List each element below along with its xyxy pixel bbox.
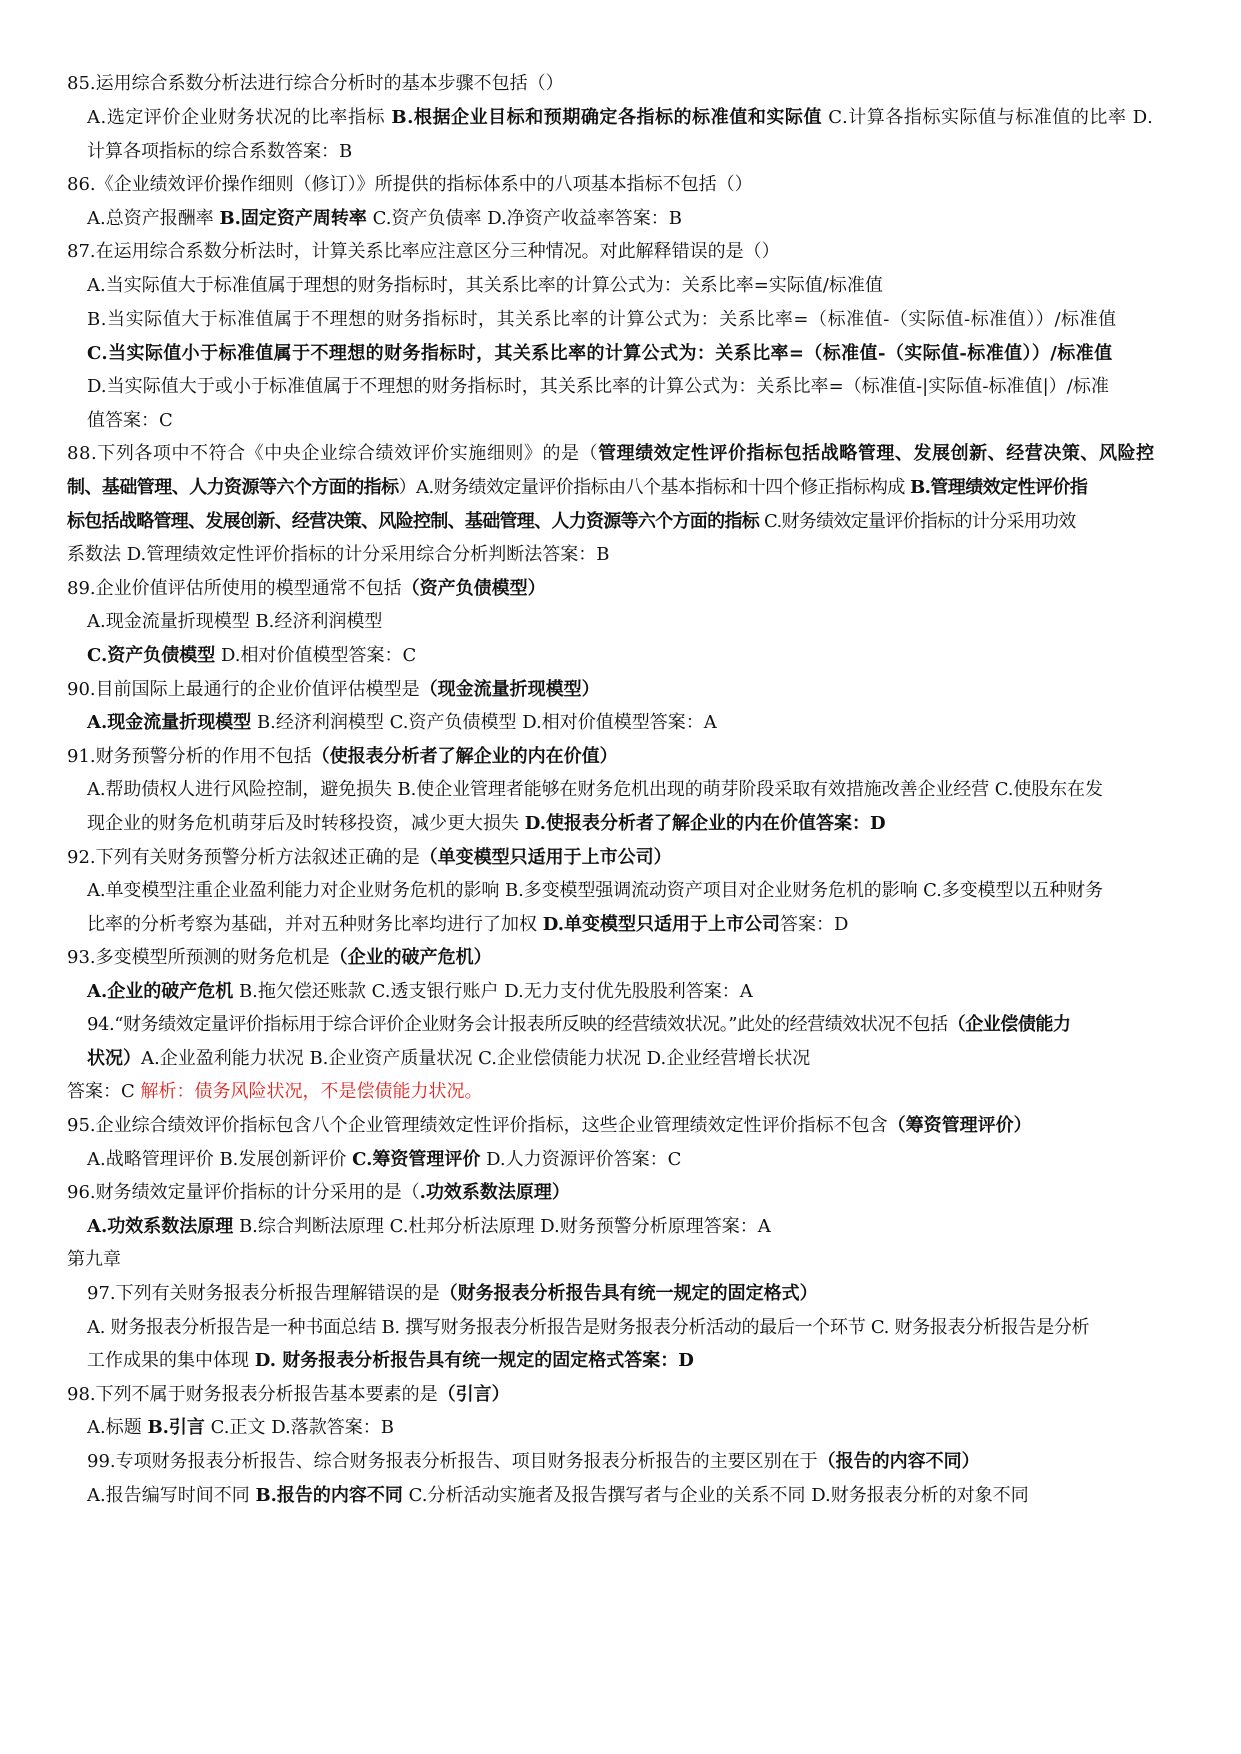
question-96-options: A.功效系数法原理 B.综合判断法原理 C.杜邦分析法原理 D.财务预警分析原理答案：A [87,1216,771,1237]
answer-highlight: B.管理绩效定性评价指 [909,477,1088,498]
answer-highlight: B.报告的内容不同 [255,1485,403,1506]
answer-highlight: D. 财务报表分析报告具有统一规定的固定格式答案：D [254,1350,694,1371]
answer-highlight: A.现金流量折现模型 [87,712,252,733]
answer-highlight: A.功效系数法原理 [87,1216,234,1237]
question-93-stem: 93.多变模型所预测的财务危机是（企业的破产危机） [67,947,492,968]
answer-highlight: （企业的破产危机） [329,947,492,968]
answer-highlight: 状况） [87,1048,141,1069]
chapter-heading: 第九章 [67,1249,121,1270]
question-87-answer: 值答案：C [87,410,173,431]
answer-highlight: （资产负债模型） [401,578,546,599]
question-93-options: A.企业的破产危机 B.拖欠偿还账款 C.透支银行账户 D.无力支付优先股股利答案：A [87,981,753,1002]
answer-highlight: D.单变模型只适用于上市公司 [542,914,780,935]
question-91-options-line-2: 现企业的财务危机萌芽后及时转移投资，减少更大损失 D.使报表分析者了解企业的内在价值答案：D [87,813,886,834]
question-88-answer: 系数法 D.管理绩效定性评价指标的计分采用综合分析判断法答案：B [67,544,610,565]
answer-highlight: （引言） [437,1384,510,1405]
question-92-options-line-1: A.单变模型注重企业盈利能力对企业财务危机的影响 B.多变模型强调流动资产项目对企业财务危机的影响 C.多变模型以五种财务 [87,880,1103,901]
answer-highlight: 标包括战略管理、发展创新、经营决策、风险控制、基础管理、人力资源等六个方面的指标 [67,511,759,532]
question-87-option-a: A.当实际值大于标准值属于理想的财务指标时，其关系比率的计算公式为：关系比率=实际值/标准值 [87,275,883,296]
answer-highlight: B.引言 [147,1417,205,1438]
analysis-note: 解析：债务风险状况，不是偿债能力状况。 [140,1081,483,1102]
answer-highlight: （使报表分析者了解企业的内在价值） [311,746,618,767]
question-88-line-3: 标包括战略管理、发展创新、经营决策、风险控制、基础管理、人力资源等六个方面的指标 C.财务绩效定量评价指标的计分采用功效 [67,511,1076,532]
question-91-stem: 91.财务预警分析的作用不包括（使报表分析者了解企业的内在价值） [67,746,618,767]
question-85-answer: 计算各项指标的综合系数答案：B [87,141,353,162]
answer-highlight: D.使报表分析者了解企业的内在价值答案：D [524,813,886,834]
question-87-option-b: B.当实际值大于标准值属于不理想的财务指标时，其关系比率的计算公式为：关系比率=（标准值-（实际值-标准值））/标准值 [87,309,1117,330]
question-87-option-c: C.当实际值小于标准值属于不理想的财务指标时，其关系比率的计算公式为：关系比率=（标准值-（实际值-标准值））/标准值 [87,343,1113,364]
question-89-options-ab: A.现金流量折现模型 B.经济利润模型 [87,611,383,632]
question-92-options-line-2: 比率的分析考察为基础，并对五种财务比率均进行了加权 D.单变模型只适用于上市公司答案：D [87,914,849,935]
answer-highlight: （单变模型只适用于上市公司） [419,847,672,868]
question-97-options-line-2: 工作成果的集中体现 D. 财务报表分析报告具有统一规定的固定格式答案：D [87,1350,694,1371]
answer-highlight: B.固定资产周转率 [219,208,367,229]
question-92-stem: 92.下列有关财务预警分析方法叙述正确的是（单变模型只适用于上市公司） [67,847,672,868]
question-95-stem: 95.企业综合绩效评价指标包含八个企业管理绩效定性评价指标，这些企业管理绩效定性评价指标不包含（筹资管理评价） [67,1115,1032,1136]
answer-highlight: A.企业的破产危机 [87,981,234,1002]
question-88-line-2: 制、基础管理、人力资源等六个方面的指标）A.财务绩效定量评价指标由八个基本指标和十四个修正指标构成 B.管理绩效定性评价指 [67,477,1088,498]
answer-highlight: （企业偿债能力 [947,1014,1071,1035]
question-85-stem: 85.运用综合系数分析法进行综合分析时的基本步骤不包括（） [67,73,564,94]
answer-highlight: （财务报表分析报告具有统一规定的固定格式） [439,1283,818,1304]
question-97-options-line-1: A. 财务报表分析报告是一种书面总结 B. 撰写财务报表分析报告是财务报表分析活动的最后一个环节 C. 财务报表分析报告是分析 [87,1317,1090,1338]
question-99-stem: 99.专项财务报表分析报告、综合财务报表分析报告、项目财务报表分析报告的主要区别在于（报告的内容不同） [87,1451,980,1472]
question-94-answer: 答案：C 解析：债务风险状况，不是偿债能力状况。 [67,1081,483,1102]
question-95-options: A.战略管理评价 B.发展创新评价 C.筹资管理评价 D.人力资源评价答案：C [87,1149,682,1170]
question-99-options: A.报告编写时间不同 B.报告的内容不同 C.分析活动实施者及报告撰写者与企业的关系不同 D.财务报表分析的对象不同 [87,1485,1029,1506]
question-94-options: 状况）A.企业盈利能力状况 B.企业资产质量状况 C.企业偿债能力状况 D.企业经营增长状况 [87,1048,811,1069]
answer-highlight: C.筹资管理评价 [352,1149,481,1170]
answer-highlight: 制、基础管理、人力资源等六个方面的指标 [67,477,399,498]
question-98-options: A.标题 B.引言 C.正文 D.落款答案：B [87,1417,394,1438]
answer-highlight: 管理绩效定性评价指标包括战略管理、发展创新、经营决策、风险控 [598,443,1155,464]
answer-highlight: （筹资管理评价） [887,1115,1032,1136]
question-91-options-line-1: A.帮助债权人进行风险控制，避免损失 B.使企业管理者能够在财务危机出现的萌芽阶段采取有效措施改善企业经营 C.使股东在发 [87,779,1103,800]
question-89-options-cd: C.资产负债模型 D.相对价值模型答案：C [87,645,417,666]
question-96-stem: 96.财务绩效定量评价指标的计分采用的是（.功效系数法原理） [67,1182,570,1203]
question-87-option-d: D.当实际值大于或小于标准值属于不理想的财务指标时，其关系比率的计算公式为：关系比率=（标准值-|实际值-标准值|）/标准 [87,376,1109,397]
question-98-stem: 98.下列不属于财务报表分析报告基本要素的是（引言） [67,1384,510,1405]
question-90-options: A.现金流量折现模型 B.经济利润模型 C.资产负债模型 D.相对价值模型答案：A [87,712,717,733]
question-87-stem: 87.在运用综合系数分析法时，计算关系比率应注意区分三种情况。对此解释错误的是（） [67,241,780,262]
question-85-options: A.选定评价企业财务状况的比率指标 B.根据企业目标和预期确定各指标的标准值和实际值 C.计算各指标实际值与标准值的比率 D. [87,107,1154,128]
question-89-stem: 89.企业价值评估所使用的模型通常不包括（资产负债模型） [67,578,546,599]
answer-highlight: .功效系数法原理） [419,1182,570,1203]
question-86-options: A.总资产报酬率 B.固定资产周转率 C.资产负债率 D.净资产收益率答案：B [87,208,682,229]
question-86-stem: 86.《企业绩效评价操作细则（修订）》所提供的指标体系中的八项基本指标不包括（） [67,174,753,195]
question-94-stem: 94.“财务绩效定量评价指标用于综合评价企业财务会计报表所反映的经营绩效状况。”此处的经营绩效状况不包括（企业偿债能力 [87,1014,1071,1035]
answer-highlight: （现金流量折现模型） [419,679,600,700]
answer-highlight: C.资产负债模型 [87,645,216,666]
answer-highlight: B.根据企业目标和预期确定各指标的标准值和实际值 [391,107,823,128]
answer-highlight: （报告的内容不同） [817,1451,980,1472]
question-88-stem: 88.下列各项中不符合《中央企业综合绩效评价实施细则》的是（管理绩效定性评价指标包括战略管理、发展创新、经营决策、风险控 [67,443,1155,464]
question-97-stem: 97.下列有关财务报表分析报告理解错误的是（财务报表分析报告具有统一规定的固定格式） [87,1283,818,1304]
question-90-stem: 90.目前国际上最通行的企业价值评估模型是（现金流量折现模型） [67,679,600,700]
